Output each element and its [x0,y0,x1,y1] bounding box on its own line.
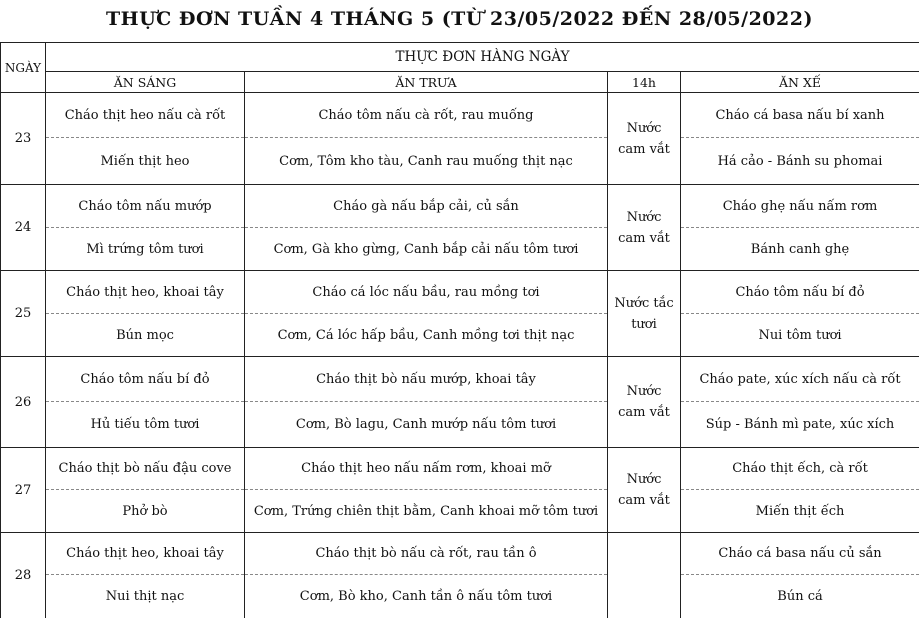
breakfast-item: Cháo thịt heo, khoai tây [46,533,245,575]
drink-14h [608,185,681,271]
breakfast-item: Nui thịt nạc [46,575,245,618]
drink-label: Nước cam vắt [618,472,670,508]
day-number: 23 [1,93,46,185]
snack-item: Nui tôm tươi [681,314,919,357]
snack-item: Cháo tôm nấu bí đỏ [681,271,919,314]
day-number: 24 [1,185,46,271]
lunch-item: Cháo gà nấu bắp cải, củ sắn [245,185,608,228]
header-an-xe: ĂN XẾ [681,72,919,93]
snack-item: Bún cá [681,575,919,618]
lunch-item: Cơm, Bò kho, Canh tần ô nấu tôm tươi [245,575,608,618]
drink-label: Nước tắc tươi [614,295,674,332]
drink-label: Nước cam vắt [618,120,670,157]
breakfast-item: Hủ tiếu tôm tươi [46,402,245,448]
drink-14h [608,93,681,185]
drink-14h [608,357,681,448]
lunch-item: Cơm, Trứng chiên thịt bằm, Canh khoai mỡ tôm tươi [245,490,608,533]
day-number: 28 [1,533,46,618]
header-thuc-don-hang-ngay: THỰC ĐƠN HÀNG NGÀY [46,43,919,72]
breakfast-item: Miến thịt heo [46,138,245,185]
day-number: 26 [1,357,46,448]
lunch-item: Cháo thịt bò nấu cà rốt, rau tần ô [245,533,608,575]
lunch-item: Cơm, Gà kho gừng, Canh bắp cải nấu tôm tươi [245,228,608,271]
header-an-trua: ĂN TRƯA [245,72,608,93]
drink-14h [608,271,681,357]
menu-body [1,93,919,618]
day-number: 27 [1,448,46,533]
snack-item: Cháo pate, xúc xích nấu cà rốt [681,357,919,402]
header-ngay: NGÀY [1,43,46,93]
snack-item: Súp - Bánh mì pate, xúc xích [681,402,919,448]
snack-item: Cháo cá basa nấu củ sắn [681,533,919,575]
lunch-item: Cơm, Tôm kho tàu, Canh rau muống thịt nạc [245,138,608,185]
lunch-item: Cháo thịt bò nấu mướp, khoai tây [245,357,608,402]
day-number: 25 [1,271,46,357]
lunch-item: Cháo thịt heo nấu nấm rơm, khoai mỡ [245,448,608,490]
lunch-item: Cháo tôm nấu cà rốt, rau muống [245,93,608,138]
snack-item: Há cảo - Bánh su phomai [681,138,919,185]
header-14h: 14h [608,72,681,93]
drink-14h [608,448,681,533]
snack-item: Miến thịt ếch [681,490,919,533]
header-an-sang: ĂN SÁNG [46,72,245,93]
drink-label: Nước cam vắt [618,384,670,420]
snack-item: Cháo ghẹ nấu nấm rơm [681,185,919,228]
breakfast-item: Cháo tôm nấu bí đỏ [46,357,245,402]
menu-title: THỰC ĐƠN TUẦN 4 THÁNG 5 (TỪ 23/05/2022 ĐẾN 28/05/2022) [106,8,813,30]
breakfast-item: Cháo thịt bò nấu đậu cove [46,448,245,490]
snack-item: Cháo thịt ếch, cà rốt [681,448,919,490]
lunch-item: Cơm, Bò lagu, Canh mướp nấu tôm tươi [245,402,608,448]
breakfast-item: Cháo tôm nấu mướp [46,185,245,228]
breakfast-item: Mì trứng tôm tươi [46,228,245,271]
menu-table [0,42,919,618]
breakfast-item: Cháo thịt heo nấu cà rốt [46,93,245,138]
drink-label: Nước cam vắt [618,209,670,246]
breakfast-item: Phở bò [46,490,245,533]
breakfast-item: Bún mọc [46,314,245,357]
breakfast-item: Cháo thịt heo, khoai tây [46,271,245,314]
snack-item: Bánh canh ghẹ [681,228,919,271]
lunch-item: Cháo cá lóc nấu bầu, rau mồng tơi [245,271,608,314]
drink-14h [608,533,681,618]
snack-item: Cháo cá basa nấu bí xanh [681,93,919,138]
lunch-item: Cơm, Cá lóc hấp bầu, Canh mồng tơi thịt nạc [245,314,608,357]
